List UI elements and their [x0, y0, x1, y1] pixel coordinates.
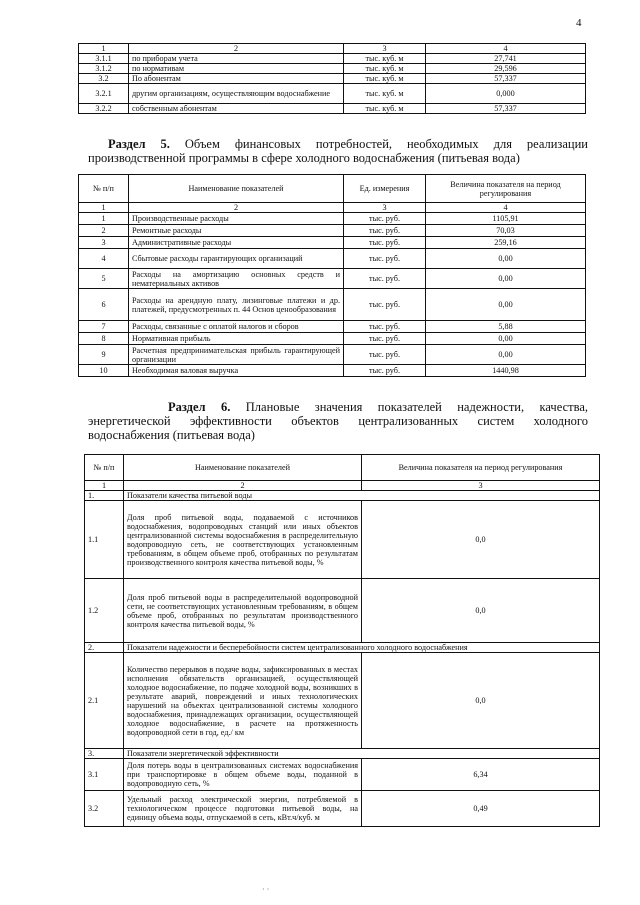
- col-number: 2: [124, 481, 362, 491]
- group-row: [85, 749, 600, 759]
- table-row: [79, 345, 586, 365]
- header-num: № п/п: [79, 175, 129, 203]
- row-number: 3.2: [79, 74, 129, 84]
- row-value: 5,88: [426, 321, 586, 333]
- row-value: 0,00: [426, 289, 586, 321]
- row-name: собственным абонентам: [129, 104, 344, 114]
- table-row: [85, 579, 600, 643]
- section5-heading: [88, 137, 588, 165]
- row-value: 0,0: [362, 501, 600, 579]
- row-number: 3.2.2: [79, 104, 129, 114]
- row-name: Сбытовые расходы гарантирующих организаций: [129, 249, 344, 269]
- table-row: [85, 653, 600, 749]
- row-name: Доля проб питьевой воды в распределительной водопроводной сети, не соответствующих установленным требованиям, в общем объеме проб, отобранных по результатам производственного контроля качества питьевой воды, %: [124, 579, 362, 643]
- row-name: Расходы на амортизацию основных средств и нематериальных активов: [129, 269, 344, 289]
- header-num: № п/п: [85, 455, 124, 481]
- col-number: 1: [85, 481, 124, 491]
- col-number: 2: [129, 203, 344, 213]
- section6-title: Плановые значения показателей надежности, качества, энергетической эффективности объектов централизованных систем холодного водоснабжения (питьевая вода): [88, 400, 588, 442]
- row-number: 3.1.2: [79, 64, 129, 74]
- table-row: [79, 64, 586, 74]
- row-value: 0,00: [426, 333, 586, 345]
- row-value: 29,596: [426, 64, 586, 74]
- table-row: [79, 54, 586, 64]
- row-number: 9: [79, 345, 129, 365]
- row-value: 0,00: [426, 269, 586, 289]
- row-unit: тыс. руб.: [344, 269, 426, 289]
- table-row: [79, 104, 586, 114]
- header-name: Наименование показателей: [124, 455, 362, 481]
- row-name: по нормативам: [129, 64, 344, 74]
- financial-needs-table: [78, 174, 586, 377]
- table-row: [79, 289, 586, 321]
- footer-mark: · ·: [262, 885, 270, 894]
- row-name: Производственные расходы: [129, 213, 344, 225]
- header-unit: Ед. измерения: [344, 175, 426, 203]
- group-row: [85, 643, 600, 653]
- table-row: [79, 321, 586, 333]
- row-unit: тыс. куб. м: [344, 64, 426, 74]
- row-unit: тыс. руб.: [344, 289, 426, 321]
- row-number: 10: [79, 365, 129, 377]
- indicators-table: [84, 454, 600, 827]
- row-unit: тыс. руб.: [344, 237, 426, 249]
- table-row: [79, 213, 586, 225]
- col-number: 1: [79, 44, 129, 54]
- row-name: Расходы на арендную плату, лизинговые платежи и др. платежей, предусмотренных п. 44 Основ ценообразования: [129, 289, 344, 321]
- table-row: [79, 269, 586, 289]
- row-unit: тыс. руб.: [344, 333, 426, 345]
- table-row: [79, 365, 586, 377]
- table-header-row: [79, 44, 586, 54]
- row-value: 0,0: [362, 653, 600, 749]
- row-value: 0,00: [426, 345, 586, 365]
- row-value: 6,34: [362, 759, 600, 791]
- row-name: Нормативная прибыль: [129, 333, 344, 345]
- group-name: Показатели надежности и бесперебойности систем централизованного холодного водоснабжения: [124, 643, 600, 653]
- row-unit: тыс. руб.: [344, 249, 426, 269]
- table-row: [79, 249, 586, 269]
- row-number: 1.2: [85, 579, 124, 643]
- row-value: 0,49: [362, 791, 600, 827]
- row-number: 3.2.1: [79, 84, 129, 104]
- row-unit: тыс. руб.: [344, 213, 426, 225]
- col-number: 3: [362, 481, 600, 491]
- row-name: Удельный расход электрической энергии, потребляемой в технологическом процессе подготовки питьевой воды, на единицу объема воды, отпускаемой в сеть, кВт.ч/куб. м: [124, 791, 362, 827]
- row-unit: тыс. руб.: [344, 225, 426, 237]
- row-unit: тыс. руб.: [344, 321, 426, 333]
- table-row: [79, 84, 586, 104]
- row-number: 2.1: [85, 653, 124, 749]
- section5-title: Объем финансовых потребностей, необходимых для реализации производственной программы в сфере холодного водоснабжения (питьевая вода): [88, 137, 588, 165]
- table-row: [79, 333, 586, 345]
- row-number: 3.1.1: [79, 54, 129, 64]
- page-number: 4: [576, 17, 582, 29]
- table-row: [79, 74, 586, 84]
- row-number: 3.2: [85, 791, 124, 827]
- row-unit: тыс. куб. м: [344, 74, 426, 84]
- row-unit: тыс. куб. м: [344, 104, 426, 114]
- col-number: 4: [426, 44, 586, 54]
- row-number: 1.1: [85, 501, 124, 579]
- row-value: 57,337: [426, 74, 586, 84]
- header-name: Наименование показателей: [129, 175, 344, 203]
- col-number: 1: [79, 203, 129, 213]
- row-number: 2.: [85, 643, 124, 653]
- table-row: [79, 237, 586, 249]
- header-value: Величина показателя на период регулирования: [426, 175, 586, 203]
- col-number: 2: [129, 44, 344, 54]
- section6-heading: [88, 400, 588, 442]
- row-number: 7: [79, 321, 129, 333]
- row-number: 1: [79, 213, 129, 225]
- row-value: 1440,98: [426, 365, 586, 377]
- row-name: Необходимая валовая выручка: [129, 365, 344, 377]
- row-unit: тыс. куб. м: [344, 84, 426, 104]
- row-name: Расходы, связанные с оплатой налогов и сборов: [129, 321, 344, 333]
- group-name: Показатели энергетической эффективности: [124, 749, 600, 759]
- row-name: Доля потерь воды в централизованных системах водоснабжения при транспортировке в общем объеме воды, поданной в водопроводную сеть, %: [124, 759, 362, 791]
- table-row: [85, 791, 600, 827]
- row-value: 1105,91: [426, 213, 586, 225]
- row-name: по приборам учета: [129, 54, 344, 64]
- col-number: 3: [344, 44, 426, 54]
- row-number: 5: [79, 269, 129, 289]
- row-value: 259,16: [426, 237, 586, 249]
- col-number: 3: [344, 203, 426, 213]
- row-value: 0,000: [426, 84, 586, 104]
- row-name: Ремонтные расходы: [129, 225, 344, 237]
- row-number: 4: [79, 249, 129, 269]
- row-name: Доля проб питьевой воды, подаваемой с источников водоснабжения, водопроводных станций или иных объектов централизованной системы водоснабжения в распределительную водопроводную сеть, не соответствующих установленным требованиям, в общем объеме проб, отобранных по результатам производственного контроля качества питьевой воды, %: [124, 501, 362, 579]
- row-number: 1.: [85, 491, 124, 501]
- group-name: Показатели качества питьевой воды: [124, 491, 600, 501]
- group-row: [85, 491, 600, 501]
- header-value: Величина показателя на период регулирования: [362, 455, 600, 481]
- row-value: 57,337: [426, 104, 586, 114]
- row-value: 0,0: [362, 579, 600, 643]
- row-unit: тыс. куб. м: [344, 54, 426, 64]
- table-row: [79, 225, 586, 237]
- row-value: 0,00: [426, 249, 586, 269]
- table-row: [85, 501, 600, 579]
- row-unit: тыс. руб.: [344, 345, 426, 365]
- col-number: 4: [426, 203, 586, 213]
- row-number: 3: [79, 237, 129, 249]
- row-name: другим организациям, осуществляющим водоснабжение: [129, 84, 344, 104]
- row-number: 6: [79, 289, 129, 321]
- row-number: 2: [79, 225, 129, 237]
- section5-label: Раздел 5.: [108, 137, 170, 151]
- table-row: [85, 759, 600, 791]
- row-number: 3.: [85, 749, 124, 759]
- row-value: 70,03: [426, 225, 586, 237]
- row-unit: тыс. руб.: [344, 365, 426, 377]
- row-value: 27,741: [426, 54, 586, 64]
- row-number: 3.1: [85, 759, 124, 791]
- row-number: 8: [79, 333, 129, 345]
- section6-label: Раздел 6.: [168, 400, 231, 414]
- row-name: Расчетная предпринимательская прибыль гарантирующей организации: [129, 345, 344, 365]
- volume-table: [78, 43, 586, 114]
- row-name: Количество перерывов в подаче воды, зафиксированных в местах исполнения обязательств организацией, осуществляющей холодное водоснабжение, по подаче холодной воды, возникших в результате аварий, повреждений и иных технологических нарушений на объектах централизованной системы холодного водоснабжения, принадлежащих организации, осуществляющей холодное водоснабжение, в расчете на протяженность водопроводной сети в год, ед./ км: [124, 653, 362, 749]
- row-name: Административные расходы: [129, 237, 344, 249]
- row-name: По абонентам: [129, 74, 344, 84]
